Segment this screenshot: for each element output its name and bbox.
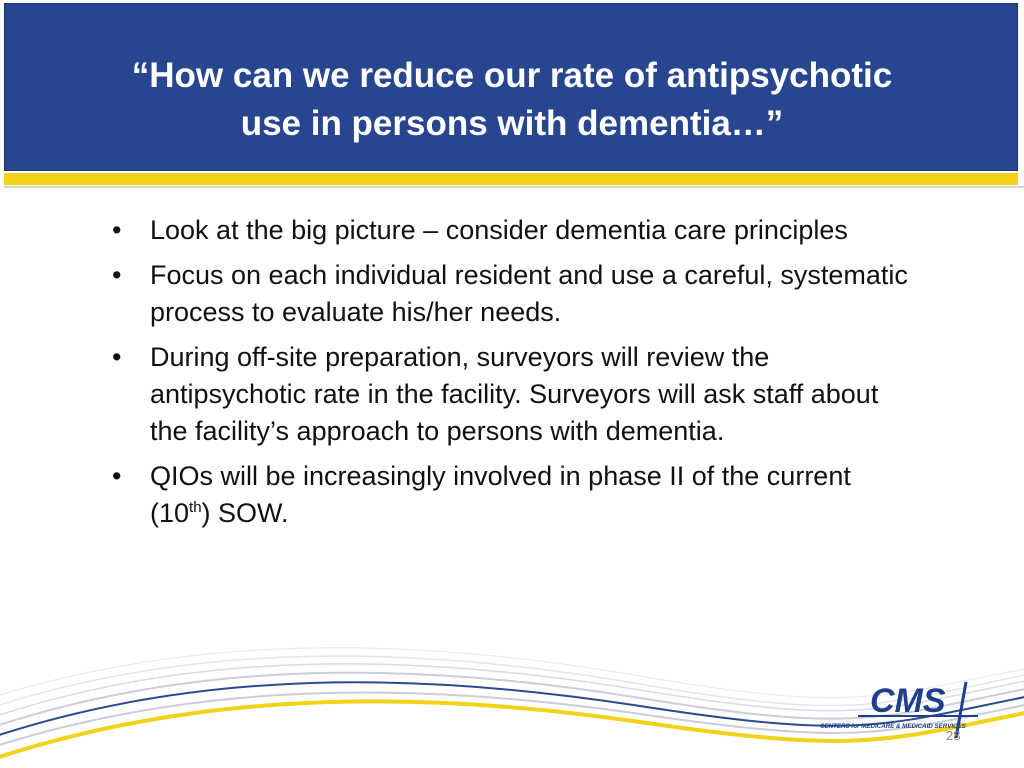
slide-title-line-1: “How can we reduce our rate of antipsychotic	[131, 56, 893, 95]
bullet-text-pre: QIOs will be increasingly involved in phase II of the current (10	[150, 461, 851, 528]
page-number: 28	[946, 728, 961, 743]
bullet-text	[150, 461, 851, 528]
cms-logo	[818, 678, 988, 748]
cms-logo-subtext: CENTERS for MEDICARE & MEDICAID SERVICES	[820, 723, 966, 730]
bullet-marker: •	[112, 215, 122, 245]
bullet-item	[112, 257, 912, 331]
bullet-list	[112, 212, 912, 540]
bullet-item	[112, 339, 912, 450]
bullet-item	[112, 212, 912, 249]
bullet-item	[112, 458, 912, 532]
bullet-text: Focus on each individual resident and use a careful, systematic process to evaluate his/her needs.	[150, 260, 908, 327]
ordinal-superscript: th	[189, 499, 202, 516]
slide-title-line-2: use in persons with dementia…”	[240, 104, 784, 143]
cms-logo-text: CMS	[870, 682, 946, 720]
bullet-marker: •	[112, 461, 122, 491]
bullet-text-post: ) SOW.	[201, 498, 289, 528]
bullet-marker: •	[112, 342, 122, 372]
bullet-text: During off-site preparation, surveyors will review the antipsychotic rate in the facility. Surveyors will ask staff about the facility’s approach to persons with dementia.	[150, 342, 879, 446]
bullet-text: Look at the big picture – consider dementia care principles	[150, 215, 848, 245]
bullet-marker: •	[112, 260, 122, 290]
